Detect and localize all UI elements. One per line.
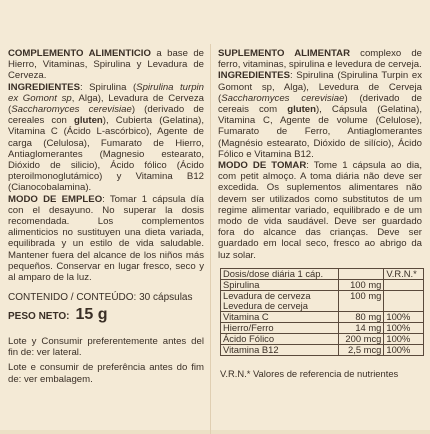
left-usage: MODO DE EMPLEO: Tomar 1 cápsula día con el desayuno. No superar la dosis recomendada. Los complementos alimenticios no sustituyen una dieta variada, equilibrada y un estilo de vida saludable. Mantener fuera del alcance de los niños más pequeños. Conservar en lugar fresco, seco y al amparo de la luz.: [8, 193, 204, 284]
nutrition-table: [220, 268, 424, 356]
vrn-footnote: V.R.N.* Valores de referencia de nutrientes: [220, 368, 399, 379]
lot-pt: Lote e consumir de preferência antes do fim de: ver embalagem.: [8, 362, 204, 385]
table-row: Ácido Fólico 200 mcg 100%: [221, 334, 424, 345]
left-intro: COMPLEMENTO ALIMENTICIO a base de Hierro, Vitaminas, Spirulina y Levadura de Cerveza.: [8, 48, 204, 82]
table-row-name-yeast: Levadura de cerveza Levedura de cerveja: [221, 291, 339, 312]
table-row: Vitamina B12 2,5 mcg 100%: [221, 345, 424, 356]
right-intro: SUPLEMENTO ALIMENTAR complexo de ferro, vitaminas, spirulina e levedura de cerveja.: [218, 48, 423, 71]
table-row: Spirulina 100 mg: [221, 280, 424, 291]
lot-info: [8, 336, 204, 389]
net-weight-value: 15 g: [75, 306, 108, 323]
right-ingredients: INGREDIENTES: Spirulina (Spirulina Turpin ex Gomont sp, Alga), Levedura de Cerveja (Saccharomyces cerevisiae) (derivado de cereais com gluten), Cápsula (Gelatina), Vitamina C, Agente de volume (Celulose), Fumarato de Ferro, Antiaglomerantes (Magnésio estearato, Dióxido de silício), Ácido Fólico e Vitamina B12.: [218, 70, 422, 160]
left-ingredients: INGREDIENTES: Spirulina (Spirulina turpin ex Gomont sp, Alga), Levadura de Cerveza (Saccharomyces cerevisiae) (derivado de cereales con gluten), Cubierta (Gelatina), Vitamina C (Ácido L-ascórbico), Agente de carga (Celulosa), Fumarato de Hierro, Antiaglomerantes (Magnesio estearato, Dióxido de silicio), Ácido fólico (Ácido pteroilmonoglutámico) y Vitamina B12 (Cianocobalamina).: [8, 81, 204, 194]
table-header-vrn: V.R.N.*: [384, 269, 424, 280]
net-weight: PESO NETO: 15 g: [8, 306, 108, 323]
right-usage: MODO DE TOMAR: Tome 1 cápsula ao dia, com petit almoço. A toma diária não deve ser excedida. Os suplementos alimentares não devem ser utilizados como substitutos de um regime alimentar variado, equilibrado e de um modo de vida saudável. Deve ser guardado fora do alcance das crianças. Deve ser guardado em local seco, fresco ao abrigo da luz solar.: [218, 160, 422, 261]
table-header-amount: [338, 269, 384, 280]
right-column: [218, 48, 422, 261]
table-row: Vitamina C 80 mg 100%: [221, 312, 424, 323]
column-divider: [210, 44, 211, 434]
table-header-row: [221, 269, 424, 280]
table-header-dose: Dosis/dose diária 1 cáp.: [221, 269, 339, 280]
left-column: [8, 48, 204, 283]
table-row: Hierro/Ferro 14 mg 100%: [221, 323, 424, 334]
net-content: CONTENIDO / CONTEÚDO: 30 cápsulas: [8, 292, 193, 303]
lot-es: Lote y Consumir preferentemente antes del fin de: ver lateral.: [8, 336, 204, 359]
table-row: Levadura de cerveza Levedura de cerveja 100 mg: [221, 291, 424, 312]
